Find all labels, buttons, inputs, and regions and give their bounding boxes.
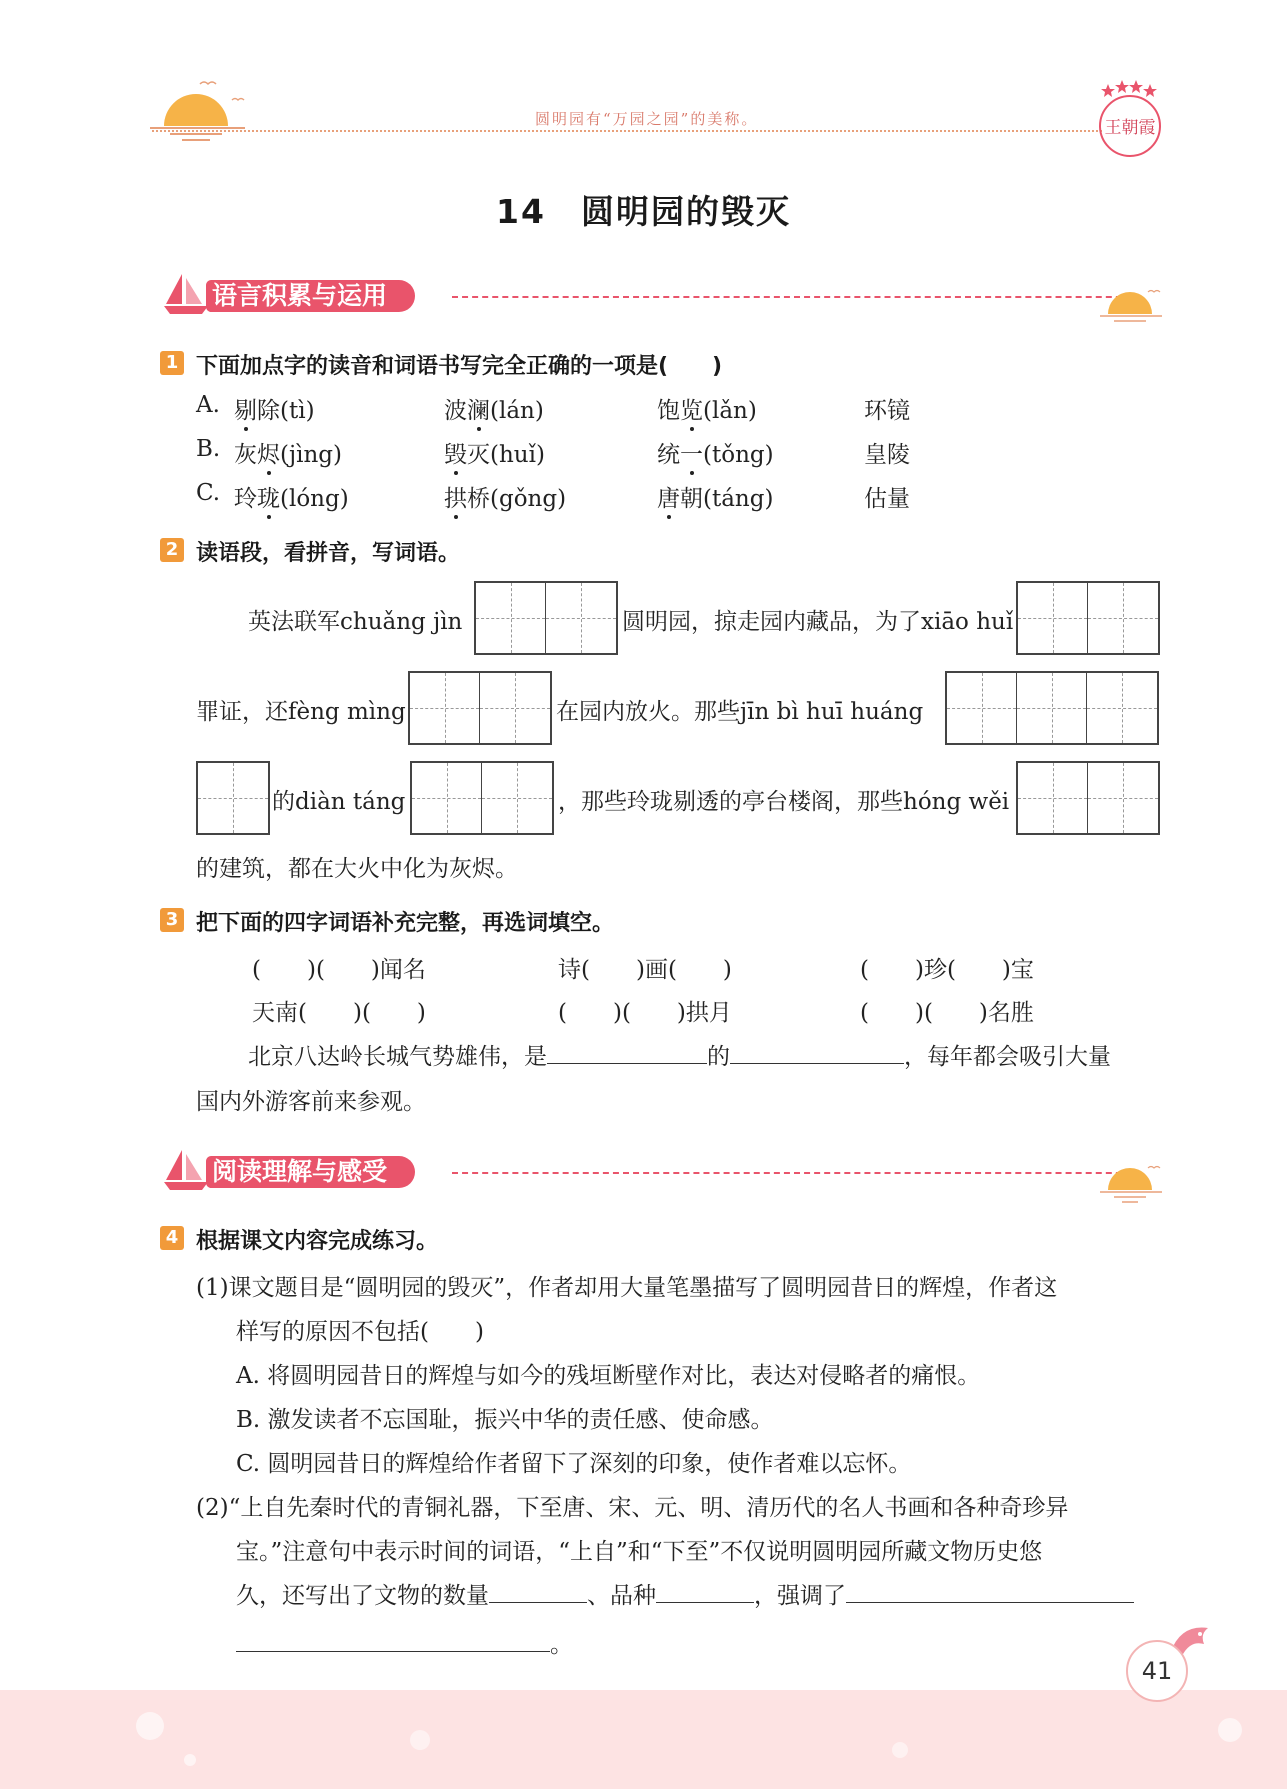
answer-line[interactable]	[489, 1578, 587, 1603]
page-title: 14 圆明园的毁灭	[496, 192, 791, 231]
option-label: C.	[196, 480, 221, 506]
answer-grid-feng-ming[interactable]	[408, 671, 552, 745]
question-number-2: 2	[160, 538, 184, 562]
question-number-1: 1	[160, 351, 184, 375]
answer-grid-dian-tang[interactable]	[410, 761, 554, 835]
question-number-3: 3	[160, 908, 184, 932]
sailboat-icon	[162, 272, 212, 316]
option-word: 唐朝(táng)	[657, 486, 774, 512]
option-word: 拱桥(gǒng)	[444, 486, 567, 512]
sub-question-1-cont: 样写的原因不包括( )	[236, 1319, 484, 1345]
option-word: 玲珑(lóng)	[234, 486, 349, 512]
answer-line[interactable]	[730, 1039, 904, 1064]
small-sunset-icon	[1100, 284, 1170, 328]
option-label: A.	[196, 392, 220, 418]
small-sunset-icon	[1100, 1160, 1170, 1208]
question-prompt-3: 把下面的四字词语补充完整，再选词填空。	[196, 911, 615, 936]
option-word: 环镜	[864, 398, 910, 424]
author-seal-icon	[1092, 78, 1172, 162]
sub-question-2-fill: 久，还写出了文物的数量 、品种 ，强调了	[236, 1577, 1134, 1610]
section-title-1: 语言积累与运用	[206, 280, 415, 312]
passage-text: 圆明园，掠走园内藏品，为了xiāo huǐ	[622, 609, 1014, 635]
passage-text: 英法联军chuǎng jìn	[248, 609, 463, 635]
idiom-blank[interactable]: 天南( )( )	[252, 1000, 426, 1026]
section-banner-1	[162, 276, 1162, 316]
answer-line[interactable]	[236, 1627, 550, 1652]
passage-text: 的diàn táng	[272, 789, 406, 815]
idiom-blank[interactable]: ( )( )闻名	[252, 957, 426, 983]
answer-grid-hong-wei[interactable]	[1016, 761, 1160, 835]
passage-text: 罪证，还fèng mìng	[196, 699, 406, 725]
answer-grid-jin-bi-hui-huang[interactable]	[945, 671, 1159, 745]
idiom-blank[interactable]: ( )( )名胜	[860, 1000, 1034, 1026]
section-divider-2	[452, 1172, 1142, 1174]
option-word: 灰烬(jìng)	[234, 442, 342, 468]
question-prompt-4: 根据课文内容完成练习。	[196, 1229, 439, 1254]
page-number: 41	[1126, 1640, 1188, 1702]
idiom-blank[interactable]: ( )珍( )宝	[860, 957, 1034, 983]
answer-grid-chuang-jin[interactable]	[474, 581, 618, 655]
choice-b: B. 激发读者不忘国耻，振兴中华的责任感、使命感。	[236, 1407, 774, 1433]
section-divider-1	[452, 296, 1142, 298]
sub-question-2: (2)“上自先秦时代的青铜礼器，下至唐、宋、元、明、清历代的名人书画和各种奇珍异	[196, 1495, 1069, 1521]
sub-question-2-cont: 宝。”注意句中表示时间的词语，“上自”和“下至”不仅说明圆明园所藏文物历史悠	[236, 1539, 1043, 1565]
answer-grid-xiao-hui[interactable]	[1016, 581, 1160, 655]
option-label: B.	[196, 436, 221, 462]
fill-sentence-cont: 国内外游客前来参观。	[196, 1089, 426, 1115]
section-banner-2	[162, 1152, 1162, 1192]
question-prompt-2: 读语段，看拼音，写词语。	[196, 541, 461, 566]
answer-line[interactable]	[547, 1039, 707, 1064]
sailboat-icon	[162, 1148, 212, 1192]
sunset-icon	[150, 76, 260, 146]
answer-grid-huang-cont[interactable]	[196, 761, 270, 835]
choice-c: C. 圆明园昔日的辉煌给作者留下了深刻的印象，使作者难以忘怀。	[236, 1451, 912, 1477]
header-divider	[152, 130, 1102, 132]
passage-text: 在园内放火。那些jīn bì huī huáng	[556, 699, 924, 725]
header-tagline: 圆明园有“万园之园”的美称。	[535, 110, 759, 128]
footer-band	[0, 1690, 1287, 1789]
passage-text: 的建筑，都在大火中化为灰烬。	[196, 856, 518, 882]
option-word: 剔除(tì)	[234, 398, 315, 424]
bubble-decoration-icon	[0, 1690, 1287, 1789]
option-word: 统一(tǒng)	[657, 442, 774, 468]
question-prompt-1: 下面加点字的读音和词语书写完全正确的一项是( )	[196, 354, 723, 379]
choice-a: A. 将圆明园昔日的辉煌与如今的残垣断壁作对比，表达对侵略者的痛恨。	[236, 1363, 981, 1389]
sub-question-2-fill-cont: 。	[236, 1626, 573, 1659]
option-word: 饱览(lǎn)	[657, 398, 757, 424]
option-word: 波澜(lán)	[444, 398, 544, 424]
svg-text:王朝霞: 王朝霞	[1104, 118, 1156, 138]
answer-line[interactable]	[846, 1578, 1134, 1603]
option-word: 毁灭(huǐ)	[444, 442, 545, 468]
sub-question-1: (1)课文题目是“圆明园的毁灭”，作者却用大量笔墨描写了圆明园昔日的辉煌，作者这	[196, 1275, 1058, 1301]
section-title-2: 阅读理解与感受	[206, 1156, 415, 1188]
idiom-blank[interactable]: ( )( )拱月	[558, 1000, 732, 1026]
idiom-blank[interactable]: 诗( )画( )	[558, 957, 732, 983]
question-number-4: 4	[160, 1226, 184, 1250]
fill-sentence: 北京八达岭长城气势雄伟，是 的 ，每年都会吸引大量	[248, 1038, 1111, 1071]
option-word: 皇陵	[864, 442, 910, 468]
answer-line[interactable]	[656, 1578, 754, 1603]
option-word: 估量	[864, 486, 910, 512]
passage-text: ，那些玲珑剔透的亭台楼阁，那些hóng wěi	[558, 789, 1010, 815]
